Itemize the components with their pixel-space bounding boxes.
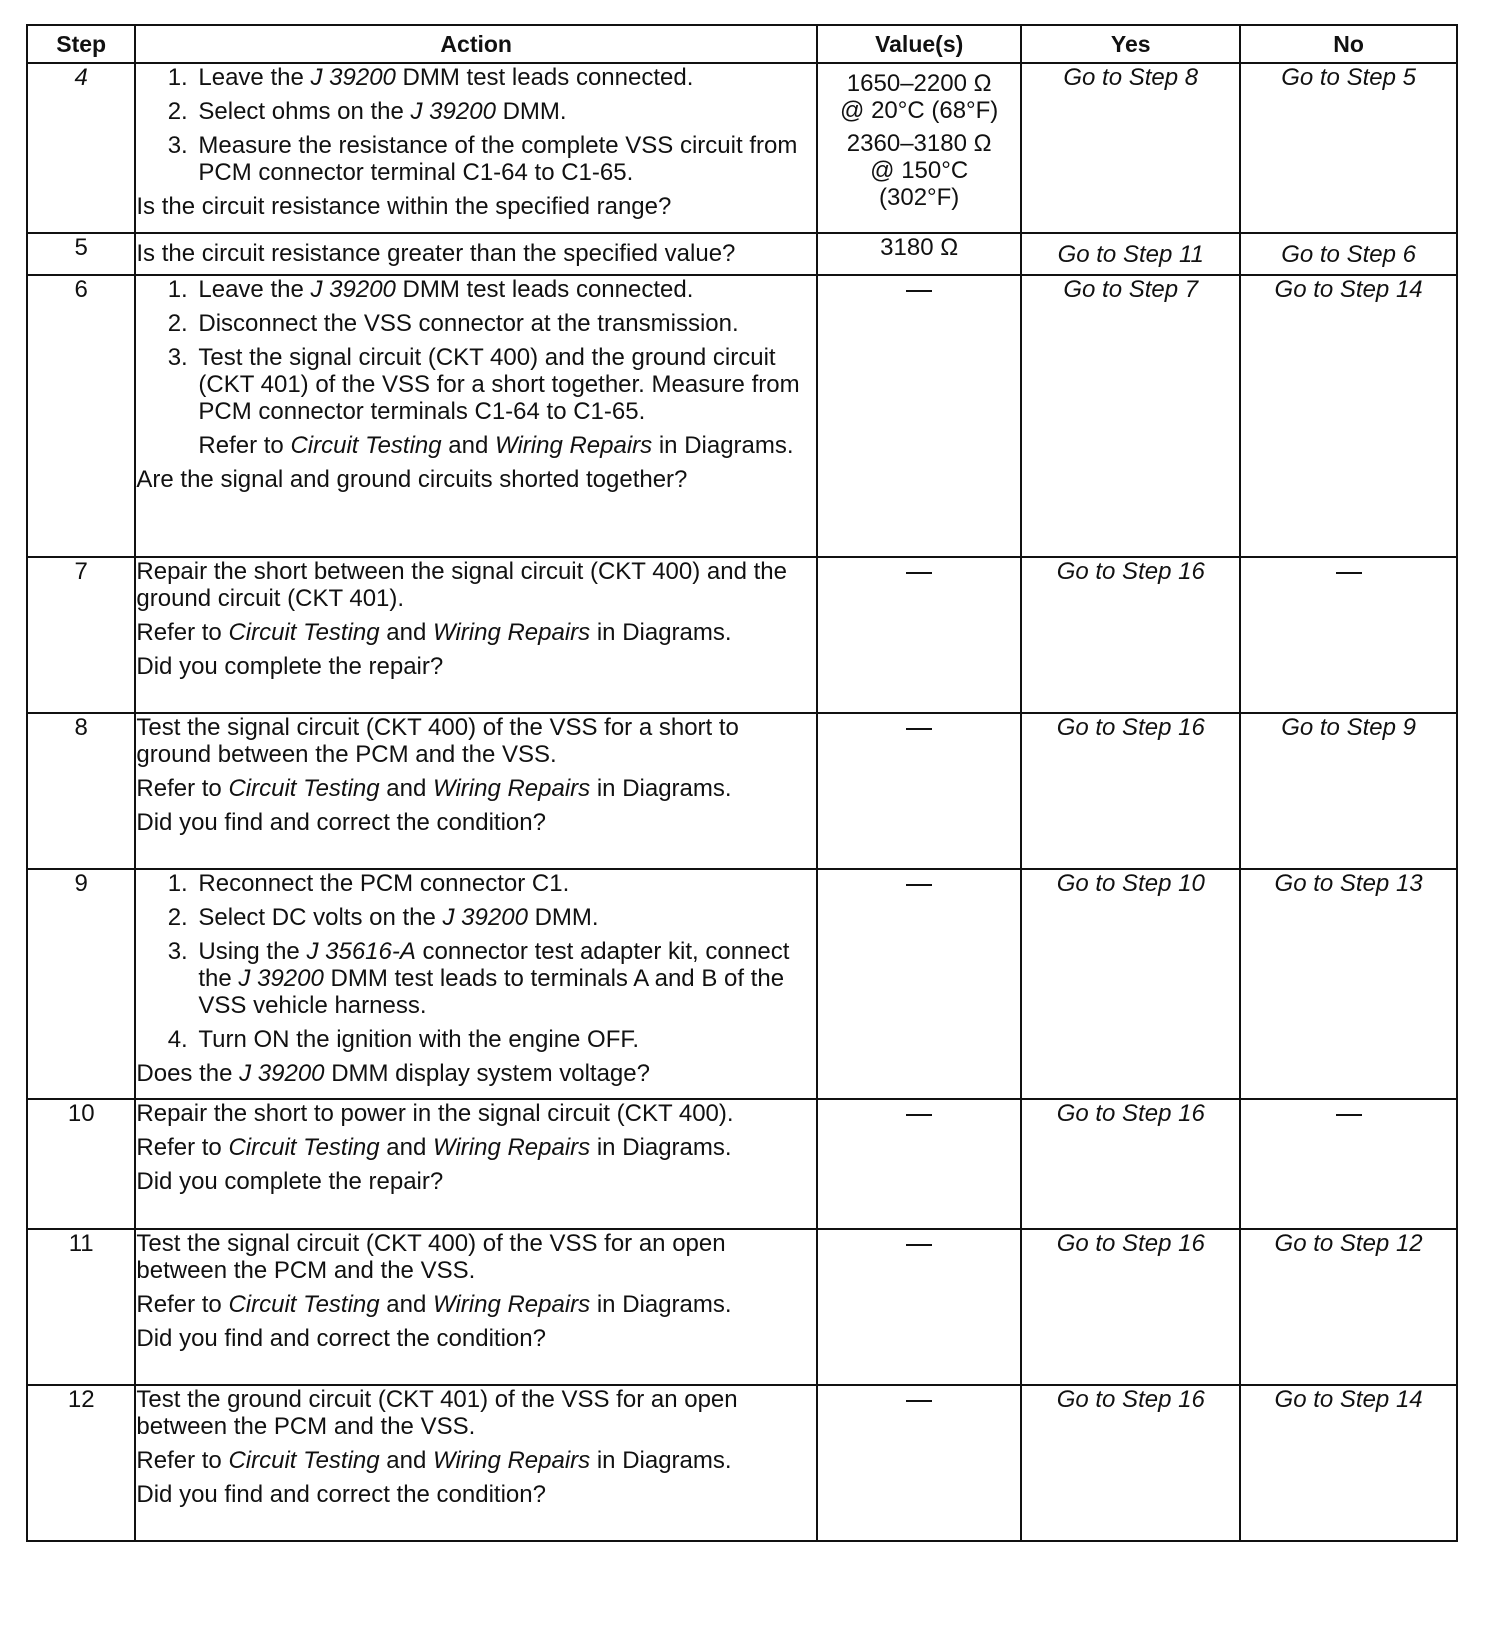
step-number: 7 (27, 557, 135, 713)
no-cell: Go to Step 14 (1240, 275, 1457, 557)
values-cell (817, 713, 1021, 869)
step-number: 12 (27, 1385, 135, 1541)
action-cell (135, 557, 817, 713)
no-cell: Go to Step 14 (1240, 1385, 1457, 1541)
list-item: 1. Leave the J 39200 DMM test leads connected. (194, 276, 816, 303)
action-text: Test the signal circuit (CKT 400) of the VSS for an open between the PCM and the VSS. (136, 1230, 726, 1284)
table-row-step-10 (27, 1099, 1457, 1229)
question-text: Did you find and correct the condition? (136, 1325, 546, 1352)
step-number: 11 (27, 1229, 135, 1385)
action-cell (135, 63, 817, 233)
question-text: Did you complete the repair? (136, 1168, 444, 1195)
values-cell (817, 275, 1021, 557)
action-cell (135, 1229, 817, 1385)
dash-mark (906, 1244, 932, 1246)
action-cell (135, 275, 817, 557)
refer-text: Refer to Circuit Testing and Wiring Repairs in Diagrams. (136, 619, 732, 646)
action-list (136, 64, 816, 186)
list-item: 2. Disconnect the VSS connector at the transmission. (194, 310, 816, 337)
value-range-150c: 2360–3180 Ω (846, 130, 992, 157)
list-item: 4. Turn ON the ignition with the engine OFF. (194, 1026, 816, 1053)
no-cell: Go to Step 9 (1240, 713, 1457, 869)
list-item: 3. Measure the resistance of the complete VSS circuit from PCM connector terminal C1-64 to C1-65. (194, 132, 816, 186)
action-cell (135, 713, 817, 869)
step-label: 4 (74, 64, 88, 91)
refer-text: Refer to Circuit Testing and Wiring Repairs in Diagrams. (198, 432, 794, 459)
yes-cell: Go to Step 8 (1021, 63, 1240, 233)
action-text: Test the signal circuit (CKT 400) of the VSS for a short to ground between the PCM and the VSS. (136, 714, 739, 768)
action-list (136, 276, 816, 425)
question-text: Did you complete the repair? (136, 653, 444, 680)
header-values: Value(s) (817, 25, 1021, 63)
dash-mark (1336, 1114, 1362, 1116)
values-cell (817, 1385, 1021, 1541)
dash-mark (906, 290, 932, 292)
step-number: 6 (27, 275, 135, 557)
values-cell (817, 557, 1021, 713)
table-row-step-4 (27, 63, 1457, 233)
action-text: Repair the short to power in the signal circuit (CKT 400). (136, 1100, 734, 1127)
step-number: 9 (27, 869, 135, 1099)
refer-text: Refer to Circuit Testing and Wiring Repairs in Diagrams. (136, 775, 732, 802)
values-cell (817, 1229, 1021, 1385)
question-text: Does the J 39200 DMM display system voltage? (136, 1060, 650, 1087)
refer-text: Refer to Circuit Testing and Wiring Repairs in Diagrams. (136, 1291, 732, 1318)
table-row-step-9 (27, 869, 1457, 1099)
no-cell (1240, 1099, 1457, 1229)
values-cell (817, 869, 1021, 1099)
question-text: Did you find and correct the condition? (136, 1481, 546, 1508)
step-number: 10 (27, 1099, 135, 1229)
dash-mark (906, 728, 932, 730)
no-cell: Go to Step 5 (1240, 63, 1457, 233)
yes-cell: Go to Step 10 (1021, 869, 1240, 1099)
dash-mark (906, 1114, 932, 1116)
list-item: 1. Leave the J 39200 DMM test leads connected. (194, 64, 816, 91)
action-list (136, 870, 816, 1053)
values-cell (817, 63, 1021, 233)
value-temp-150f: (302°F) (879, 184, 960, 211)
no-cell: Go to Step 6 (1240, 233, 1457, 275)
list-item: 3. Using the J 35616-A connector test adapter kit, connect the J 39200 DMM test leads to terminals A and B of the VSS vehicle harness. (194, 938, 816, 1019)
value-temp-150c: @ 150°C (870, 157, 969, 184)
header-no: No (1240, 25, 1457, 63)
diagnostic-table (26, 24, 1458, 1542)
table-row-step-5 (27, 233, 1457, 275)
value-range-20c: 1650–2200 Ω (846, 70, 992, 97)
table-row-step-12 (27, 1385, 1457, 1541)
header-action: Action (135, 25, 817, 63)
question-text: Did you find and correct the condition? (136, 809, 546, 836)
action-cell (135, 1385, 817, 1541)
dash-mark (906, 1400, 932, 1402)
table-row-step-11 (27, 1229, 1457, 1385)
list-item: 3. Test the signal circuit (CKT 400) and the ground circuit (CKT 401) of the VSS for a short together. Measure from PCM connector terminals C1-64 to C1-65. (194, 344, 816, 425)
yes-cell: Go to Step 11 (1021, 233, 1240, 275)
refer-text: Refer to Circuit Testing and Wiring Repairs in Diagrams. (136, 1447, 732, 1474)
header-yes: Yes (1021, 25, 1240, 63)
value-temp-20c: @ 20°C (68°F) (840, 97, 999, 124)
no-cell: Go to Step 12 (1240, 1229, 1457, 1385)
yes-cell: Go to Step 16 (1021, 713, 1240, 869)
yes-cell: Go to Step 16 (1021, 1229, 1240, 1385)
no-cell (1240, 557, 1457, 713)
list-item: 1. Reconnect the PCM connector C1. (194, 870, 816, 897)
action-cell (135, 1099, 817, 1229)
yes-cell: Go to Step 16 (1021, 557, 1240, 713)
no-cell: Go to Step 13 (1240, 869, 1457, 1099)
dash-mark (906, 884, 932, 886)
question-text: Are the signal and ground circuits shorted together? (136, 466, 688, 493)
values-cell: 3180 Ω (817, 233, 1021, 275)
step-number (27, 63, 135, 233)
header-row (27, 25, 1457, 63)
yes-cell: Go to Step 16 (1021, 1385, 1240, 1541)
list-item: 2. Select ohms on the J 39200 DMM. (194, 98, 816, 125)
step-number: 8 (27, 713, 135, 869)
yes-cell: Go to Step 7 (1021, 275, 1240, 557)
action-text: Repair the short between the signal circuit (CKT 400) and the ground circuit (CKT 401). (136, 558, 787, 612)
action-text: Test the ground circuit (CKT 401) of the VSS for an open between the PCM and the VSS. (136, 1386, 738, 1440)
step-number: 5 (27, 233, 135, 275)
table-row-step-8 (27, 713, 1457, 869)
table-row-step-7 (27, 557, 1457, 713)
dash-mark (906, 572, 932, 574)
table-row-step-6 (27, 275, 1457, 557)
header-step: Step (27, 25, 135, 63)
action-cell (135, 869, 817, 1099)
yes-cell: Go to Step 16 (1021, 1099, 1240, 1229)
list-item: 2. Select DC volts on the J 39200 DMM. (194, 904, 816, 931)
action-cell: Is the circuit resistance greater than the specified value? (135, 233, 817, 275)
refer-text: Refer to Circuit Testing and Wiring Repairs in Diagrams. (136, 1134, 732, 1161)
dash-mark (1336, 572, 1362, 574)
question-text: Is the circuit resistance within the specified range? (136, 193, 672, 220)
values-cell (817, 1099, 1021, 1229)
